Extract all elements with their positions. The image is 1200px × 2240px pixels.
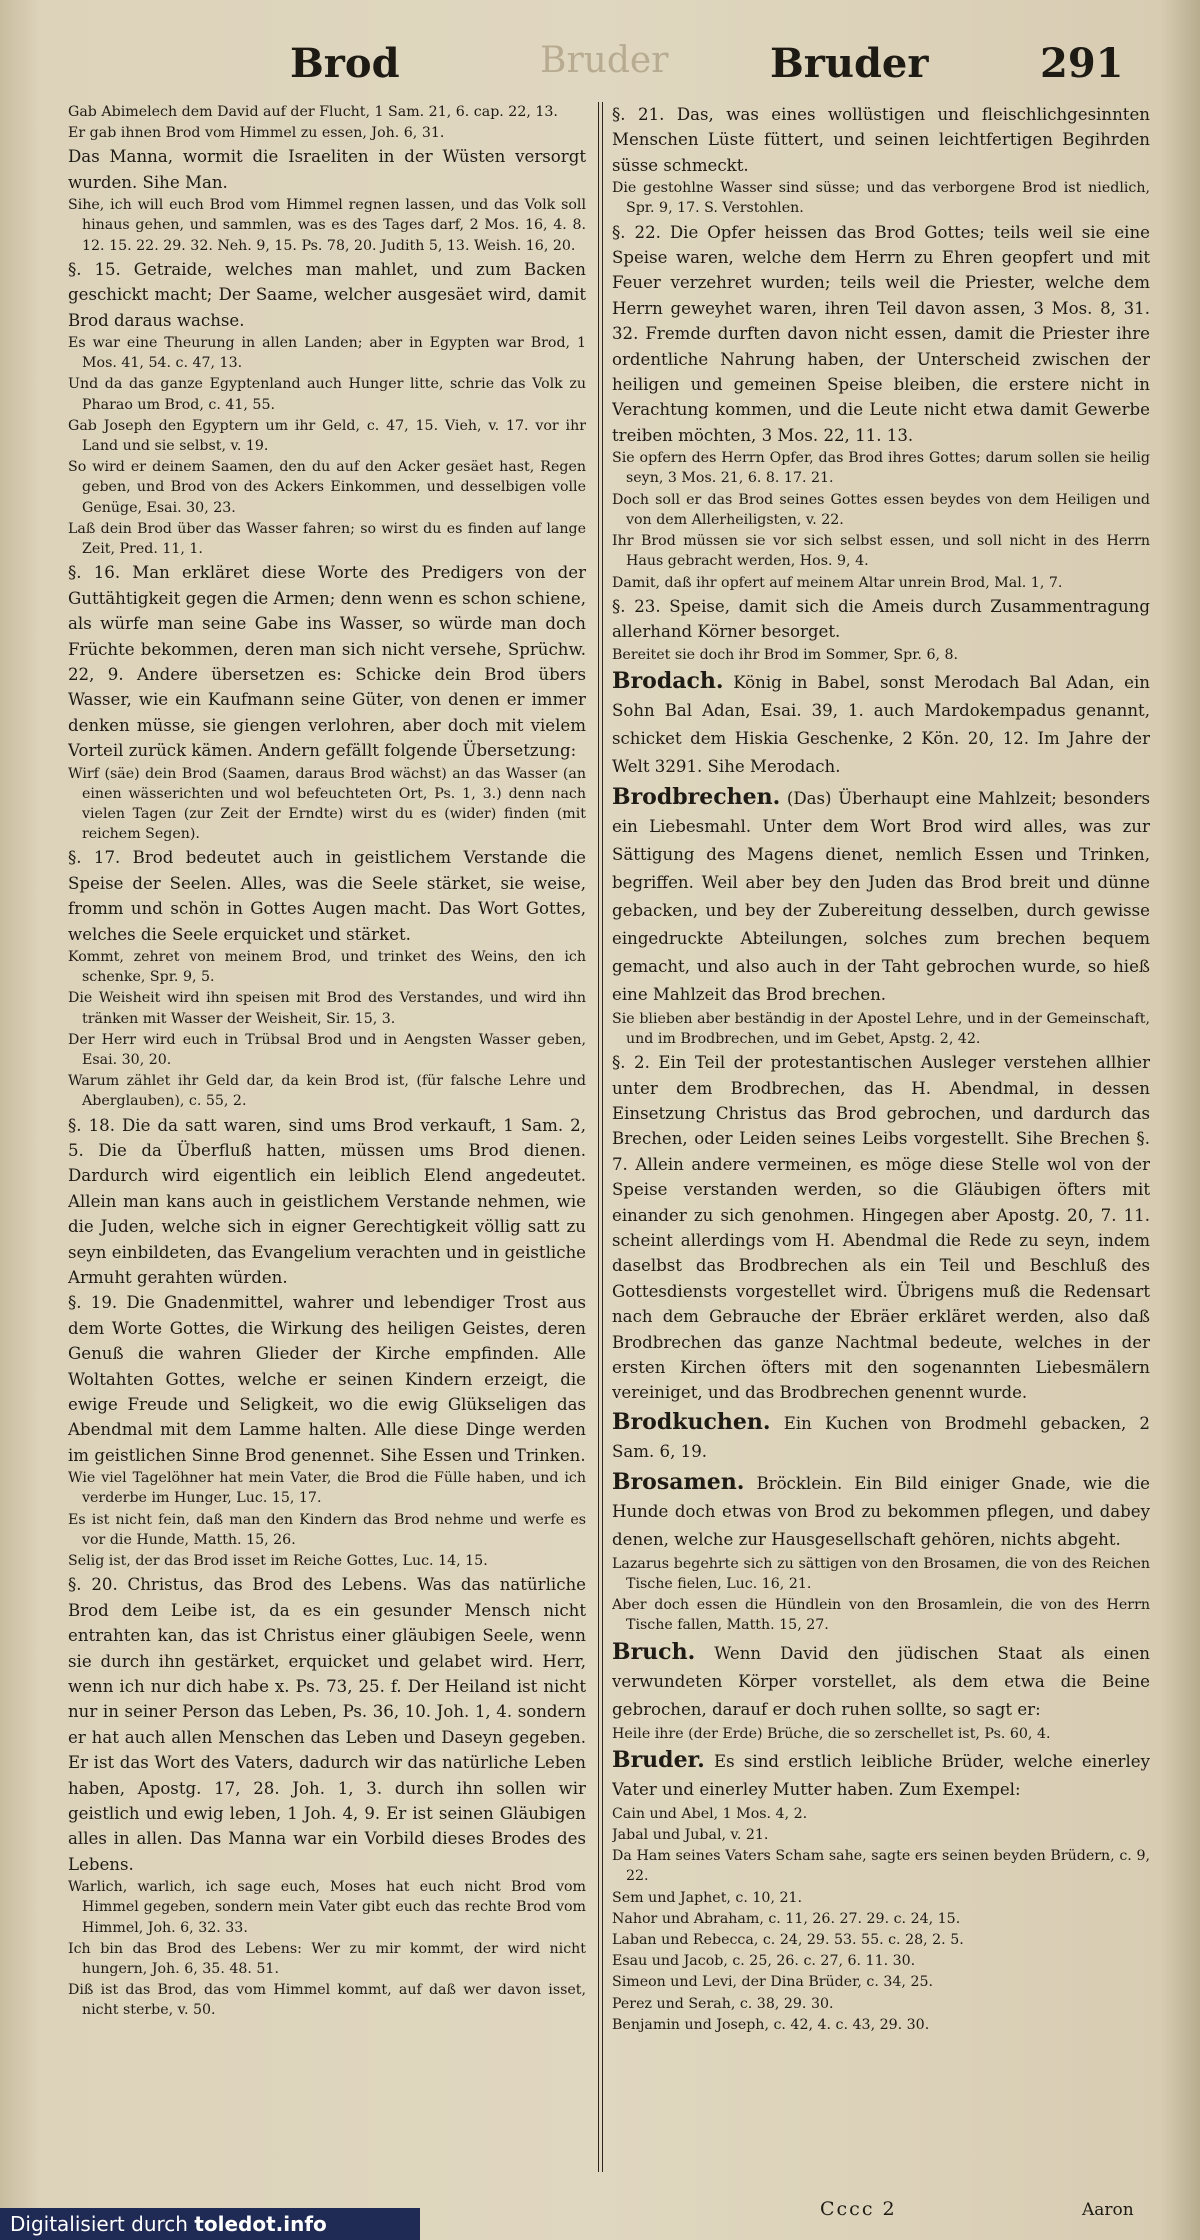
bible-citation: Sem und Japhet, c. 10, 21. — [612, 1889, 803, 1906]
running-head-left: Brod — [290, 40, 400, 87]
lemma-text: Bröcklein. Ein Bild einiger Gnade, wie die Hunde doch etwas von Brod zu bekommen pflegen, und dabey denen, welche zur Hausgesellschaft gehören, nichts abgeht. — [612, 1473, 1150, 1549]
lemma-text: Wenn David den jüdischen Staat als einen verwundeten Körper vorstellet, als dem etwa die Beine gebrochen, darauf er doch ruhen sollte, so sagt er: — [612, 1643, 1150, 1719]
bible-citation: Cain und Abel, 1 Mos. 4, 2. — [612, 1805, 808, 1822]
page-number: 291 — [1040, 40, 1124, 87]
paragraph: §. 22. Die Opfer heissen das Brod Gottes; teils weil sie eine Speise waren, welche dem Herrn zu Ehren geopfert und mit Feuer verzehret wurden; teils weil die Priester, welche dem Herrn geweyhet waren, ihren Teil davon assen, 3 Mos. 8, 31. 32. Fremde durften davon nicht essen, damit die Priester ihre ordentliche Nahrung haben, der Unterscheid zwischen der heiligen und gemeinen Speise bleiben, die erstere nicht in Verachtung kommen, und die Leute nicht etwa damit Gewerbe treiben möchten, 3 Mos. 22, 11. 13. — [612, 222, 1150, 445]
lemma-entry — [612, 783, 1150, 1009]
lemma-headword: Bruder. — [612, 1746, 705, 1773]
paragraph: §. 19. Die Gnadenmittel, wahrer und lebendiger Trost aus dem Worte Gottes, die Wirkung des heiligen Geistes, deren Genuß die wahren Glieder der Kirche empfinden. Alle Woltahten Gottes, welche er seinen Kindern erzeigt, die ewige Freude und Seligkeit, wo die ewig Glükseligen das Abendmal mit dem Lamme halten. Alle diese Dinge werden im geistlichen Sinne Brod genennet. Sihe Essen und Trinken. — [68, 1293, 586, 1465]
signature-mark: Cccc 2 — [820, 2198, 897, 2220]
bible-citation: Jabal und Jubal, v. 21. — [612, 1827, 769, 1844]
bible-citation: Perez und Serah, c. 38, 29. 30. — [612, 1995, 834, 2012]
right-column — [612, 102, 1150, 2172]
left-column — [68, 102, 586, 2172]
bible-citation: Ich bin das Brod des Lebens: Wer zu mir kommt, der wird nicht hungern, Joh. 6, 35. 48. 51. — [68, 1940, 586, 1977]
paragraph: Das Manna, wormit die Israeliten in der Wüsten versorgt wurden. Sihe Man. — [68, 147, 586, 192]
bible-citation: Heile ihre (der Erde) Brüche, die so zerschellet ist, Ps. 60, 4. — [612, 1725, 1051, 1742]
paragraph: §. 15. Getraide, welches man mahlet, und zum Backen geschickt macht; Der Saame, welcher ausgesäet wird, damit Brod daraus wachse. — [68, 259, 586, 330]
lemma-headword: Brodach. — [612, 667, 724, 694]
bible-citation: Kommt, zehret von meinem Brod, und trinket des Weins, den ich schenke, Spr. 9, 5. — [68, 948, 586, 986]
lemma-entry — [612, 1468, 1150, 1554]
lemma-text: König in Babel, sonst Merodach Bal Adan, ein Sohn Bal Adan, Esai. 39, 1. auch Mardokempadus genannt, schicket dem Hiskia Geschenke, 2 Kön. 20, 12. Im Jahre der Welt 3291. Sihe Merodach. — [612, 672, 1150, 776]
paragraph: §. 18. Die da satt waren, sind ums Brod verkauft, 1 Sam. 2, 5. Die da Überfluß hatten, müssen ums Brod dienen. Dardurch wird eigentlich ein leiblich Elend angedeutet. Allein man kans auch in geistlichem Verstande nehmen, wie die Juden, welche sich in eigner Gerechtigkeit völlig satt zu seyn einbildeten, das Evangelium verachten und in geistliche Armuht gerahten würden. — [68, 1115, 586, 1288]
bible-citation: Es ist nicht fein, daß man den Kindern das Brod nehme und werfe es vor die Hunde, Matth. 15, 26. — [68, 1511, 586, 1548]
running-head — [60, 40, 1150, 100]
bible-citation: Doch soll er das Brod seines Gottes essen beydes von dem Heiligen und von dem Allerheiligsten, v. 22. — [612, 491, 1150, 528]
lemma-headword: Brodkuchen. — [612, 1408, 771, 1435]
bible-citation: Laß dein Brod über das Wasser fahren; so wirst du es finden auf lange Zeit, Pred. 11, 1. — [68, 520, 586, 558]
paragraph: §. 20. Christus, das Brod des Lebens. Was das natürliche Brod dem Leibe ist, da es ein gesunder Mensch nicht entrahten kan, das ist Christus einer gläubigen Seele, wenn sie durch ihn gestärket, erquicket und gelabet wird. Herr, wenn ich nur dich habe x. Ps. 73, 25. f. Der Heiland ist nicht nur in seiner Person das Leben, Ps. 36, 10. Joh. 1, 4. sondern er hat auch allen Menschen das Leben und Daseyn gegeben. Er ist das Wort des Vaters, dadurch wir das natürliche Leben haben, Apostg. 17, 28. Joh. 1, 3. durch ihn sollen wir geistlich und ewig leben, 1 Joh. 4, 9. Er ist seinen Gläubigen alles in allen. Das Manna war ein Vorbild dieses Brodes des Lebens. — [68, 1575, 586, 1874]
paragraph: §. 17. Brod bedeutet auch in geistlichem Verstande die Speise der Seelen. Alles, was die Seele stärket, sie weise, fromm und schön in Gottes Augen macht. Das Wort Gottes, welches die Seele erquicket und stärket. — [68, 848, 586, 944]
paragraph: §. 21. Das, was eines wollüstigen und fleischlichgesinnten Menschen Lüste füttert, und seinen leichtfertigen Begihrden süsse schmeckt. — [612, 105, 1150, 175]
paragraph: §. 16. Man erkläret diese Worte des Predigers von der Guttähtigkeit gegen die Armen; denn wenn es schon schiene, als würfe man seine Gabe ins Wasser, so würde man doch Früchte bekommen, deren man sich nicht versehe, Sprüchw. 22, 9. Andere übersetzen es: Schicke dein Brod übers Wasser, wie ein Kaufmann seine Güter, von denen er immer denken müsse, sie giengen verlohren, aber doch mit vielem Vorteil zurück kämen. Andern gefällt folgende Übersetzung: — [68, 563, 586, 761]
bible-citation: Der Herr wird euch in Trübsal Brod und in Aengsten Wasser geben, Esai. 30, 20. — [68, 1031, 586, 1068]
bible-citation: Sie opfern des Herrn Opfer, das Brod ihres Gottes; darum sollen sie heilig seyn, 3 Mos. 21, 6. 8. 17. 21. — [612, 450, 1150, 487]
footer-brand-link[interactable]: toledot.info — [194, 2212, 327, 2236]
bible-citation: Benjamin und Joseph, c. 42, 4. c. 43, 29. 30. — [612, 2016, 930, 2033]
lemma-headword: Brosamen. — [612, 1468, 745, 1495]
bible-citation: Gab Joseph den Egyptern um ihr Geld, c. 47, 15. Vieh, v. 17. vor ihr Land und sie selbst, v. 19. — [68, 417, 586, 455]
footer-prefix: Digitalisiert durch — [10, 2212, 195, 2236]
bible-citation: Er gab ihnen Brod vom Himmel zu essen, Joh. 6, 31. — [68, 125, 445, 142]
bible-citation: Gab Abimelech dem David auf der Flucht, 1 Sam. 21, 6. cap. 22, 13. — [68, 104, 558, 120]
digitization-footer[interactable] — [0, 2208, 420, 2240]
bible-citation: Wirf (säe) dein Brod (Saamen, daraus Brod wächst) an das Wasser (an einen wässerichten und wol befeuchteten Ort, Ps. 1, 3.) denn nach vielen Tagen (zur Zeit der Erndte) wirst du es (wider) finden (mit reichem Segen). — [68, 765, 586, 843]
bible-citation: Warum zählet ihr Geld dar, da kein Brod ist, (für falsche Lehre und Aberglauben), c. 55, 2. — [68, 1073, 586, 1110]
lemma-headword: Brodbrechen. — [612, 783, 781, 810]
bible-citation: Laban und Rebecca, c. 24, 29. 53. 55. c. 28, 2. 5. — [612, 1932, 964, 1949]
bible-citation: Sie blieben aber beständig in der Apostel Lehre, und in der Gemeinschaft, und im Brodbrechen, und im Gebet, Apstg. 2, 42. — [612, 1010, 1150, 1047]
bible-citation: Da Ham seines Vaters Scham sahe, sagte ers seinen beyden Brüdern, c. 9, 22. — [612, 1848, 1150, 1885]
bible-citation: Diß ist das Brod, das vom Himmel kommt, auf daß wer davon isset, nicht sterbe, v. 50. — [68, 1982, 586, 2019]
lemma-text: Ein Kuchen von Brodmehl gebacken, 2 Sam. 6, 19. — [612, 1413, 1150, 1461]
bible-citation: Simeon und Levi, der Dina Brüder, c. 34, 25. — [612, 1974, 934, 1991]
bible-citation: Nahor und Abraham, c. 11, 26. 27. 29. c. 24, 15. — [612, 1910, 961, 1927]
paragraph: §. 2. Ein Teil der protestantischen Ausleger verstehen allhier unter dem Brodbrechen, das H. Abendmal, in dessen Einsetzung Christus das Brod gebrochen, und dardurch das Brechen, oder Leiden seines Leibs vorgestellt. Sihe Brechen §. 7. Allein andere vermeinen, es möge diese Stelle wol von der Speise verstanden werden, so die Gläubigen öfters mit einander zu sich genohmen. Hingegen aber Apostg. 20, 7. 11. scheint allerdings vom H. Abendmal die Rede zu seyn, indem daselbst das Brodbrechen als ein Teil und Beschluß des Gottesdiensts vorgestellet wird. Übrigens muß die Redensart nach dem Gebrauche der Ebräer erkläret werden, also daß Brodbrechen das ganze Nachtmal bedeute, welches in der ersten Kirchen öfters mit den sogenannten Liebesmälern vereiniget, und das Brodbrechen genennt wurde. — [612, 1053, 1150, 1403]
lemma-text: Es sind erstlich leibliche Brüder, welche einerley Vater und einerley Mutter haben. Zum Exempel: — [612, 1751, 1150, 1799]
bible-citation: Damit, daß ihr opfert auf meinem Altar unrein Brod, Mal. 1, 7. — [612, 574, 1063, 591]
bible-citation: Aber doch essen die Hündlein von den Brosamlein, die von des Herrn Tische fallen, Matth. 15, 27. — [612, 1597, 1150, 1634]
lemma-entry — [612, 667, 1150, 781]
bible-citation: Wie viel Tagelöhner hat mein Vater, die Brod die Fülle haben, und ich verderbe im Hunger, Luc. 15, 17. — [68, 1470, 586, 1507]
lemma-text: (Das) Überhaupt eine Mahlzeit; besonders ein Liebesmahl. Unter dem Wort Brod wird alles, was zur Sättigung des Magens dienet, nemlich Essen und Trinken, begriffen. Weil aber bey den Juden das Brod breit und dünne gebacken, und bey der Zubereitung desselben, durch gewisse eingedruckte Abteilungen, solches zum brechen bequem gemacht, und also auch in der Taht gebrochen wurde, so hieß eine Mahlzeit das Brod brechen. — [612, 788, 1150, 1004]
bible-citation: Esau und Jacob, c. 25, 26. c. 27, 6. 11. 30. — [612, 1953, 916, 1970]
bible-citation: Es war eine Theurung in allen Landen; aber in Egypten war Brod, 1 Mos. 41, 54. c. 47, 13. — [68, 335, 586, 372]
bible-citation: Ihr Brod müssen sie vor sich selbst essen, und soll nicht in des Herrn Haus gebracht werden, Hos. 9, 4. — [612, 533, 1150, 570]
lemma-entry — [612, 1746, 1150, 1804]
bible-citation: Sihe, ich will euch Brod vom Himmel regnen lassen, und das Volk soll hinaus gehen, und sammlen, was es des Tages darf, 2 Mos. 16, 4. 8. 12. 15. 22. 29. 32. Neh. 9, 15. Ps. 78, 20. Judith 5, 13. Weish. 16, 20. — [68, 197, 586, 254]
column-divider — [598, 102, 603, 2172]
bible-citation: Die Weisheit wird ihn speisen mit Brod des Verstandes, und wird ihn tränken mit Wasser der Weisheit, Sir. 15, 3. — [68, 990, 586, 1027]
paragraph: §. 23. Speise, damit sich die Ameis durch Zusammentragung allerhand Körner besorget. — [612, 596, 1150, 642]
lemma-headword: Bruch. — [612, 1638, 696, 1665]
lemma-entry — [612, 1638, 1150, 1724]
bible-citation: Und da das ganze Egyptenland auch Hunger litte, schrie das Volk zu Pharao um Brod, c. 41, 55. — [68, 376, 586, 413]
bible-citation: Lazarus begehrte sich zu sättigen von den Brosamen, die von des Reichen Tische fielen, Luc. 16, 21. — [612, 1555, 1150, 1593]
bible-citation: Bereitet sie doch ihr Brod im Sommer, Spr. 6, 8. — [612, 646, 959, 663]
bible-citation: Warlich, warlich, ich sage euch, Moses hat euch nicht Brod vom Himmel gegeben, sondern mein Vater gibt euch das rechte Brod vom Himmel, Joh. 6, 32. 33. — [68, 1879, 586, 1936]
bible-citation: Selig ist, der das Brod isset im Reiche Gottes, Luc. 14, 15. — [68, 1553, 488, 1570]
bleed-through-text: Bruder — [540, 40, 669, 81]
bible-citation: Die gestohlne Wasser sind süsse; und das verborgene Brod ist niedlich, Spr. 9, 17. S. Verstohlen. — [612, 180, 1150, 217]
bible-citation: So wird er deinem Saamen, den du auf den Acker gesäet hast, Regen geben, und Brod von des Ackers Einkommen, und desselbigen volle Genüge, Esai. 30, 23. — [68, 459, 586, 516]
catchword: Aaron — [1082, 2200, 1134, 2220]
lemma-entry — [612, 1408, 1150, 1466]
running-head-center: Bruder — [770, 40, 929, 87]
